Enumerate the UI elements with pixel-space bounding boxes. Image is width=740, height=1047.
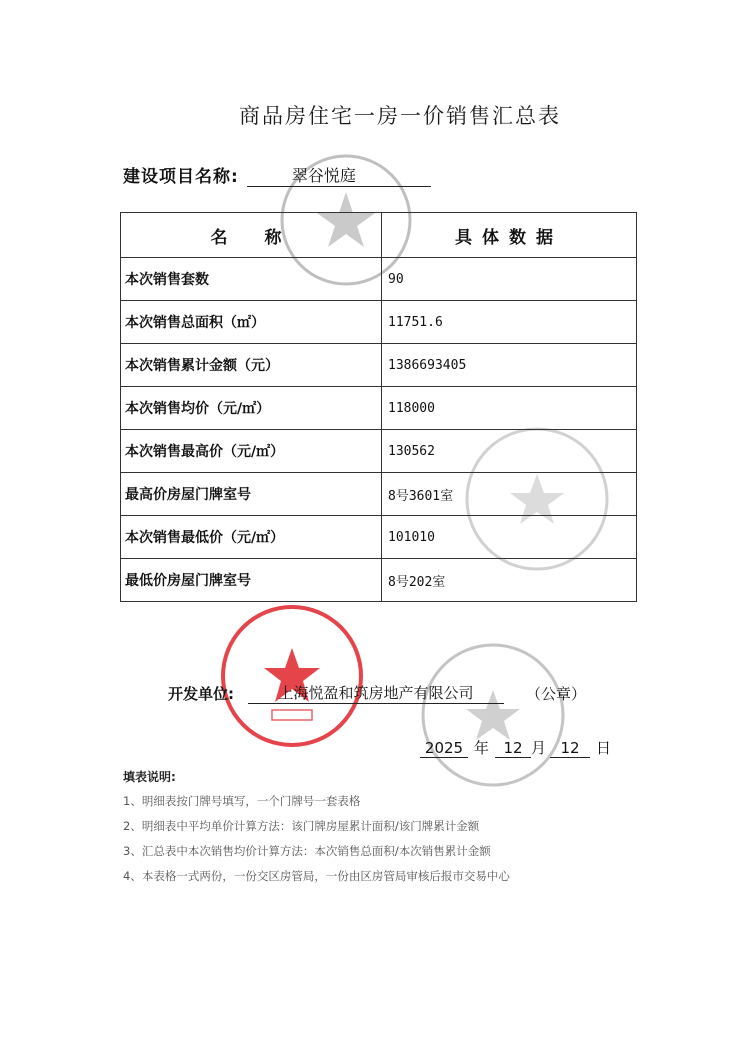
project-name-value: 翠谷悦庭	[247, 163, 431, 187]
row-value: 8号3601室	[382, 473, 637, 516]
row-label: 本次销售总面积（㎡）	[121, 301, 382, 344]
date-day: 12	[550, 739, 590, 758]
table-row	[121, 516, 637, 559]
notes-title: 填表说明:	[123, 770, 176, 784]
date-month: 12	[495, 739, 531, 758]
developer-label: 开发单位:	[168, 685, 234, 703]
row-label: 本次销售套数	[121, 258, 382, 301]
row-value: 1386693405	[382, 344, 637, 387]
note-item: 1、明细表按门牌号填写，一个门牌号一套表格	[123, 794, 361, 808]
company-seal-stamp	[218, 602, 366, 750]
table-row	[121, 258, 637, 301]
row-value: 101010	[382, 516, 637, 559]
note-item: 2、明细表中平均单价计算方法：该门牌房屋累计面积/该门牌累计金额	[123, 819, 480, 833]
row-label: 最高价房屋门牌室号	[121, 473, 382, 516]
developer-name: 上海悦盈和筑房地产有限公司	[248, 682, 504, 704]
date-month-unit: 月	[531, 739, 547, 757]
date-year-unit: 年	[474, 739, 490, 757]
note-item: 3、汇总表中本次销售均价计算方法：本次销售总面积/本次销售累计金额	[123, 844, 491, 858]
filling-notes	[123, 768, 510, 893]
table-row	[121, 430, 637, 473]
date-year: 2025	[420, 739, 468, 758]
project-name-label: 建设项目名称:	[123, 167, 239, 187]
row-label: 最低价房屋门牌室号	[121, 559, 382, 602]
table-header-row	[121, 213, 637, 258]
row-value: 11751.6	[382, 301, 637, 344]
table-row	[121, 559, 637, 602]
header-value: 具体数据	[382, 213, 637, 258]
row-value: 90	[382, 258, 637, 301]
row-label: 本次销售累计金额（元）	[121, 344, 382, 387]
header-name: 名 称	[121, 213, 382, 258]
table-row	[121, 344, 637, 387]
official-seal-note: （公章）	[526, 685, 587, 703]
row-value: 118000	[382, 387, 637, 430]
sales-summary-table	[120, 212, 637, 602]
table-row	[121, 473, 637, 516]
developer-row	[168, 682, 586, 704]
project-name-row	[123, 162, 431, 187]
note-item: 4、本表格一式两份，一份交区房管局，一份由区房管局审核后报市交易中心	[123, 869, 510, 883]
date-day-unit: 日	[596, 739, 612, 757]
row-value: 8号202室	[382, 559, 637, 602]
table-row	[121, 387, 637, 430]
table-row	[121, 301, 637, 344]
row-value: 130562	[382, 430, 637, 473]
row-label: 本次销售最低价（元/㎡）	[121, 516, 382, 559]
row-label: 本次销售均价（元/㎡）	[121, 387, 382, 430]
row-label: 本次销售最高价（元/㎡）	[121, 430, 382, 473]
document-title: 商品房住宅一房一价销售汇总表	[239, 104, 561, 128]
date-row	[420, 737, 611, 758]
